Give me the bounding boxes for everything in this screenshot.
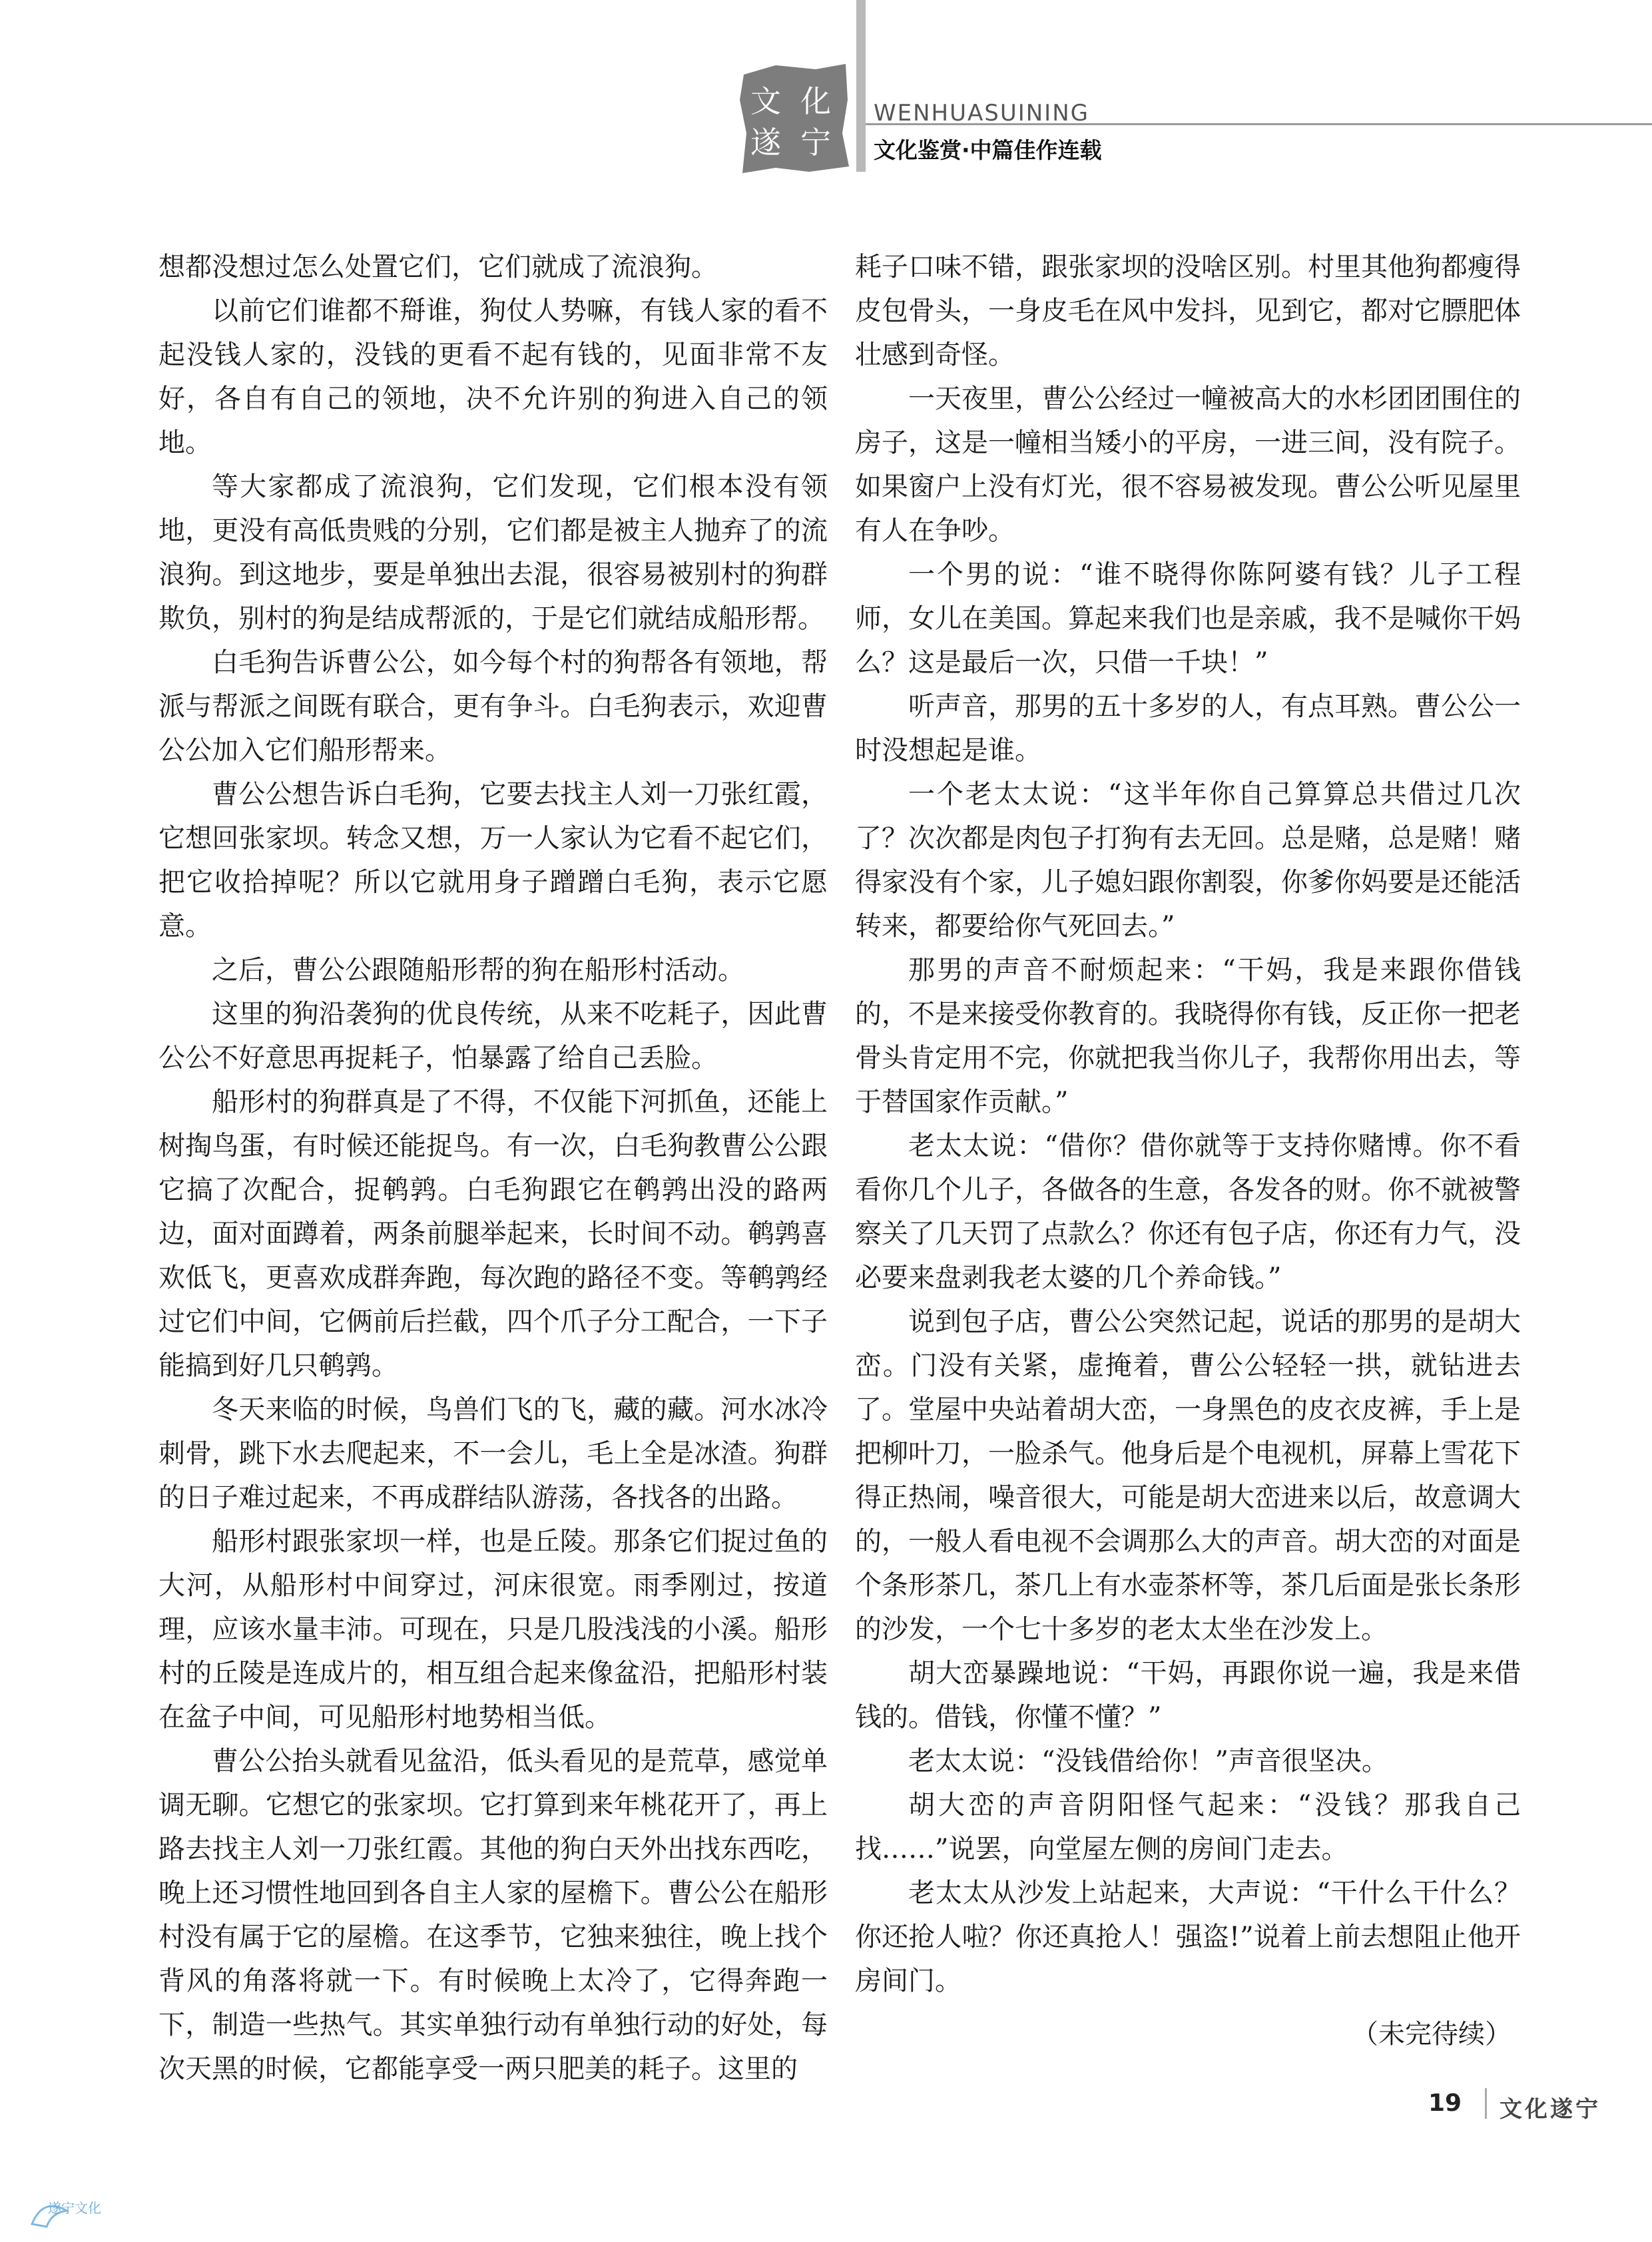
paragraph: 一个老太太说：“这半年你自己算算总共借过几次了？次次都是肉包子打狗有去无回。总是赌，总是赌！赌得家没有个家，儿子媳妇跟你割裂，你爹你妈要是还能活转来，都要给你气死回去。” [855, 779, 1521, 942]
paragraph: 一天夜里，曹公公经过一幢被高大的水杉团团围住的房子，这是一幢相当矮小的平房，一进三间，没有院子。如果窗户上没有灯光，很不容易被发现。曹公公听见屋里有人在争吵。 [855, 384, 1521, 546]
paragraph: 船形村的狗群真是了不得，不仅能下河抓鱼，还能上树掏鸟蛋，有时候还能捉鸟。有一次，白毛狗教曹公公跟它搞了次配合，捉鹌鹑。白毛狗跟它在鹌鹑出没的路两边，面对面蹲着，两条前腿举起来，长时间不动。鹌鹑喜欢低飞，更喜欢成群奔跑，每次跑的路径不变。等鹌鹑经过它们中间，它俩前后拦截，四个爪子分工配合，一下子能搞到好几只鹌鹑。 [158, 1087, 828, 1381]
brand-name: WENHUASUINING [874, 100, 1089, 127]
paragraph: 胡大峦的声音阴阳怪气起来：“没钱？那我自己找……”说罢，向堂屋左侧的房间门走去。 [855, 1790, 1521, 1864]
logo-text-3: 遂 [750, 125, 781, 160]
paragraph: 冬天来临的时候，鸟兽们飞的飞，藏的藏。河水冰冷刺骨，跳下水去爬起来，不一会儿，毛上全是冰渣。狗群的日子难过起来，不再成群结队游荡，各找各的出路。 [158, 1394, 828, 1513]
paragraph: 听声音，那男的五十多岁的人，有点耳熟。曹公公一时没想起是谁。 [855, 691, 1521, 766]
section-title: 文化鉴赏·中篇佳作连载 [874, 137, 1102, 163]
paragraph: 之后，曹公公跟随船形帮的狗在船形村活动。 [212, 955, 744, 985]
paragraph: 白毛狗告诉曹公公，如今每个村的狗帮各有领地，帮派与帮派之间既有联合，更有争斗。白毛狗表示，欢迎曹公公加入它们船形帮来。 [158, 647, 828, 766]
page-number: 19 [1428, 2090, 1462, 2117]
paragraph: 曹公公想告诉白毛狗，它要去找主人刘一刀张红霞，它想回张家坝。转念又想，万一人家认为它看不起它们，把它收拾掉呢？所以它就用身子蹭蹭白毛狗，表示它愿意。 [158, 779, 828, 942]
watermark-text: 遂宁文化 [48, 2200, 101, 2216]
paragraph: 老太太从沙发上站起来，大声说：“干什么干什么？你还抢人啦？你还真抢人！强盗!”说着上前去想阻止他开房间门。 [855, 1878, 1521, 1996]
paragraph: 船形村跟张家坝一样，也是丘陵。那条它们捉过鱼的大河，从船形村中间穿过，河床很宽。雨季刚过，按道理，应该水量丰沛。可现在，只是几股浅浅的小溪。船形村的丘陵是连成片的，相互组合起来像盆沿，把船形村装在盆子中间，可见船形村地势相当低。 [158, 1526, 828, 1733]
left-text-column [158, 245, 828, 2091]
paragraph: 胡大峦暴躁地说：“干妈，再跟你说一遍，我是来借钱的。借钱，你懂不懂？” [855, 1658, 1521, 1733]
paragraph: 以前它们谁都不搿谁，狗仗人势嘛，有钱人家的看不起没钱人家的，没钱的更看不起有钱的，见面非常不友好，各自有自己的领地，决不允许别的狗进入自己的领地。 [158, 296, 828, 458]
magazine-logo-seal [736, 60, 852, 176]
paragraph: 说到包子店，曹公公突然记起，说话的那男的是胡大峦。门没有关紧，虚掩着，曹公公轻轻一拱，就钻进去了。堂屋中央站着胡大峦，一身黑色的皮衣皮裤，手上是把柳叶刀，一脸杀气。他身后是个电视机，屏幕上雪花下得正热闹，噪音很大，可能是胡大峦进来以后，故意调大的，一般人看电视不会调那么大的声音。胡大峦的对面是个条形茶几，茶几上有水壶茶杯等，茶几后面是张长条形的沙发，一个七十多岁的老太太坐在沙发上。 [855, 1306, 1521, 1645]
paragraph: 等大家都成了流浪狗，它们发现，它们根本没有领地，更没有高低贵贱的分别，它们都是被主人抛弃了的流浪狗。到这地步，要是单独出去混，很容易被别村的狗群欺负，别村的狗是结成帮派的，于是它们就结成船形帮。 [158, 471, 828, 634]
paragraph: 曹公公抬头就看见盆沿，低头看见的是荒草，感觉单调无聊。它想它的张家坝。它打算到来年桃花开了，再上路去找主人刘一刀张红霞。其他的狗白天外出找东西吃，晚上还习惯性地回到各自主人家的屋檐下。曹公公在船形村没有属于它的屋檐。在这季节，它独来独往，晚上找个背风的角落将就一下。有时候晚上太冷了，它得奔跑一下，制造一些热气。其实单独行动有单独行动的好处，每次天黑的时候，它都能享受一两只肥美的耗子。这里的 [158, 1746, 828, 2084]
right-text-column [855, 245, 1521, 2056]
footer-magazine-name: 文化遂宁 [1500, 2096, 1601, 2123]
paragraph: 想都没想过怎么处置它们，它们就成了流浪狗。 [158, 252, 718, 282]
logo-text-4: 宁 [800, 125, 831, 160]
header-vertical-bar [856, 0, 866, 172]
logo-text-1: 文 [750, 83, 781, 119]
logo-text-2: 化 [800, 83, 831, 119]
paragraph: 耗子口味不错，跟张家坝的没啥区别。村里其他狗都瘦得皮包骨头，一身皮毛在风中发抖，见到它，都对它膘肥体壮感到奇怪。 [855, 252, 1521, 370]
paragraph: 一个男的说：“谁不晓得你陈阿婆有钱？儿子工程师，女儿在美国。算起来我们也是亲戚，我不是喊你干妈么？这是最后一次，只借一千块！” [855, 559, 1521, 678]
paragraph: 这里的狗沿袭狗的优良传统，从来不吃耗子，因此曹公公不好意思再捉耗子，怕暴露了给自己丢脸。 [158, 999, 828, 1073]
to-be-continued-note: （未完待续） [1352, 2019, 1512, 2050]
paragraph: 老太太说：“没钱借给你！”声音很坚决。 [908, 1746, 1388, 1777]
paragraph: 那男的声音不耐烦起来：“干妈，我是来跟你借钱的，不是来接受你教育的。我晓得你有钱，反正你一把老骨头肯定用不完，你就把我当你儿子，我帮你用出去，等于替国家作贡献。” [855, 955, 1521, 1117]
footer-separator [1485, 2088, 1487, 2119]
paragraph: 老太太说：“借你？借你就等于支持你赌博。你不看看你几个儿子，各做各的生意，各发各的财。你不就被警察关了几天罚了点款么？你还有包子店，你还有力气，没必要来盘剥我老太婆的几个养命钱。” [855, 1131, 1521, 1293]
